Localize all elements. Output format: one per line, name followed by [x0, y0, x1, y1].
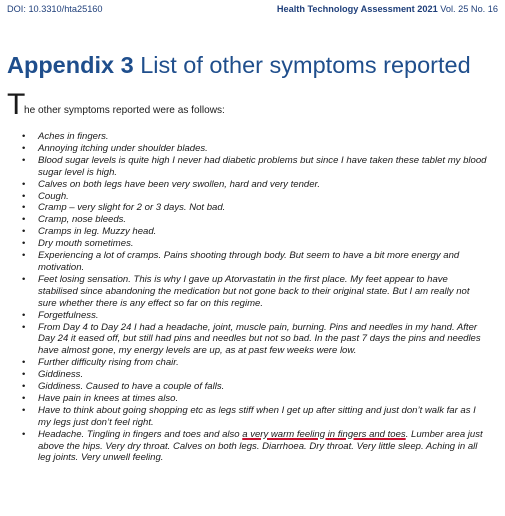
- journal-name: Health Technology Assessment 2021: [276, 4, 438, 14]
- symptom-item: • Giddiness.: [22, 369, 487, 381]
- page-title: [7, 50, 471, 80]
- symptom-item: • Cramps in leg. Muzzy head.: [22, 226, 487, 238]
- symptom-item: • Cramp, nose bleeds.: [22, 214, 487, 226]
- symptom-item: • Have pain in knees at times also.: [22, 393, 487, 405]
- symptom-text: Headache. Tingling in fingers and toes and also: [38, 428, 243, 440]
- symptom-item: • Giddiness. Caused to have a couple of falls.: [22, 381, 487, 393]
- symptom-item: • Forgetfulness.: [22, 310, 487, 322]
- appendix-number: Appendix 3: [7, 52, 134, 78]
- symptom-item: • Blood sugar levels is quite high I never had diabetic problems but since I have taken these tablet my blood sugar level is high.: [22, 155, 487, 179]
- drop-cap: T: [7, 88, 26, 121]
- symptom-item: • Feet losing sensation. This is why I gave up Atorvastatin in the first place. My feet appear to have stabilised since abandoning the medication but not gone back to their original state. But I am really not sure whether there is any effect so far on this regime.: [22, 274, 487, 310]
- appendix-title: List of other symptoms reported: [140, 52, 471, 78]
- running-header: [7, 2, 498, 16]
- journal-volume: Vol. 25 No. 16: [440, 4, 498, 14]
- doi-label: DOI: 10.3310/hta25160: [7, 4, 103, 14]
- symptom-list: [22, 131, 487, 464]
- symptom-item-last: [22, 429, 487, 465]
- symptom-item: • Aches in fingers.: [22, 131, 487, 143]
- symptom-item: • Calves on both legs have been very swollen, hard and very tender.: [22, 179, 487, 191]
- symptom-item: • Have to think about going shopping etc as legs stiff when I get up after sitting and just don’t walk far as I my legs just don’t feel right.: [22, 405, 487, 429]
- underlined-annotation: a very warm feeling in fingers and toes: [242, 428, 406, 440]
- symptom-item: • From Day 4 to Day 24 I had a headache, joint, muscle pain, burning. Pins and needles in my hand. After Day 24 it eased off, but still had pins and needles but not so bad. In the past 7 days the pins and needles have almost gone, my energy levels are up, as at past few weeks were low.: [22, 322, 487, 358]
- intro-text: he other symptoms reported were as follows:: [24, 105, 225, 116]
- symptom-item: • Annoying itching under shoulder blades.: [22, 143, 487, 155]
- symptom-item: • Dry mouth sometimes.: [22, 238, 487, 250]
- page-bottom-fade: [0, 508, 505, 516]
- symptom-item: • Cough.: [22, 191, 487, 203]
- symptom-item: • Further difficulty rising from chair.: [22, 357, 487, 369]
- journal-citation: [277, 2, 498, 16]
- symptom-item: • Experiencing a lot of cramps. Pains shooting through body. But seem to have a bit more energy and motivation.: [22, 250, 487, 274]
- symptom-item: • Cramp – very slight for 2 or 3 days. Not bad.: [22, 202, 487, 214]
- symptom-text: . Lumber area just above the hips. Very dry throat. Calves on both legs. Diarrhoea. Dry throat. Very little sleep. Aching in all leg joints. Very unwell feeling.: [38, 428, 483, 464]
